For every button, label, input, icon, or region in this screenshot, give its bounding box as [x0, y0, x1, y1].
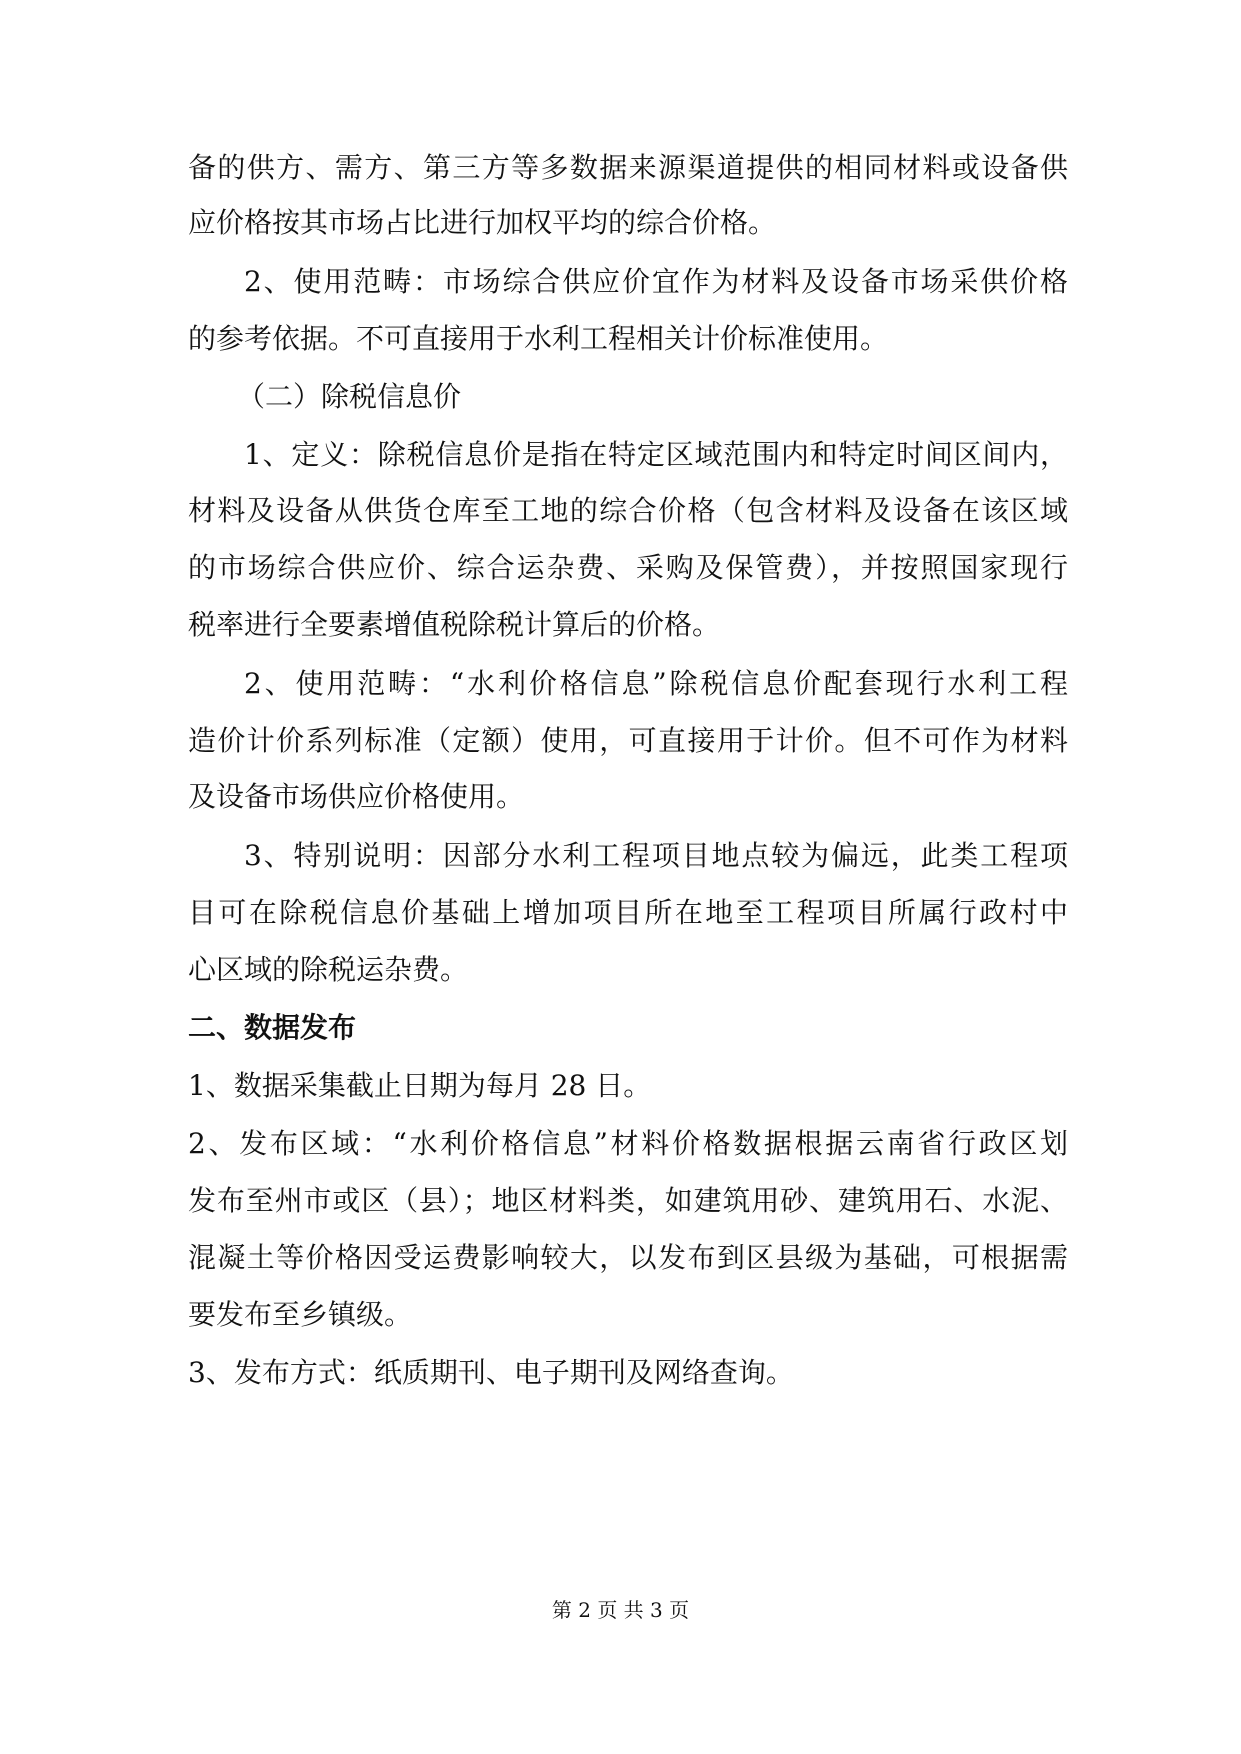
body-line: 造价计价系列标准（定额）使用，可直接用于计价。但不可作为材料	[188, 724, 1068, 757]
body-line: 2、使用范畴：“水利价格信息”除税信息价配套现行水利工程	[244, 667, 1068, 700]
body-line: 2、使用范畴：市场综合供应价宜作为材料及设备市场采供价格	[244, 265, 1068, 298]
body-line: 的参考依据。不可直接用于水利工程相关计价标准使用。	[188, 322, 889, 355]
body-line: 1、定义：除税信息价是指在特定区域范围内和特定时间区间内，	[244, 438, 1068, 471]
body-line: 3、特别说明：因部分水利工程项目地点较为偏远，此类工程项	[244, 839, 1068, 872]
body-line: 要发布至乡镇级。	[188, 1298, 413, 1331]
page-number: 第 2 页 共 3 页	[551, 1598, 690, 1622]
body-line: 1、数据采集截止日期为每月 28 日。	[188, 1069, 652, 1102]
body-line: 的市场综合供应价、综合运杂费、采购及保管费），并按照国家现行	[188, 551, 1068, 584]
body-line: 目可在除税信息价基础上增加项目所在地至工程项目所属行政村中	[188, 896, 1068, 929]
body-line: 应价格按其市场占比进行加权平均的综合价格。	[188, 206, 777, 239]
body-line: 2、发布区域：“水利价格信息”材料价格数据根据云南省行政区划	[188, 1127, 1068, 1160]
body-line: 备的供方、需方、第三方等多数据来源渠道提供的相同材料或设备供	[188, 151, 1068, 184]
body-line: 混凝土等价格因受运费影响较大，以发布到区县级为基础，可根据需	[188, 1241, 1068, 1274]
section-heading: 二、数据发布	[188, 1011, 357, 1044]
body-line: 发布至州市或区（县）；地区材料类，如建筑用砂、建筑用石、水泥、	[188, 1184, 1068, 1217]
body-line: 3、发布方式：纸质期刊、电子期刊及网络查询。	[188, 1356, 794, 1389]
body-line: 及设备市场供应价格使用。	[188, 780, 525, 813]
body-line: 心区域的除税运杂费。	[188, 953, 469, 986]
section-subheading: （二）除税信息价	[237, 380, 462, 413]
body-line: 材料及设备从供货仓库至工地的综合价格（包含材料及设备在该区域	[188, 494, 1068, 527]
body-line: 税率进行全要素增值税除税计算后的价格。	[188, 608, 721, 641]
